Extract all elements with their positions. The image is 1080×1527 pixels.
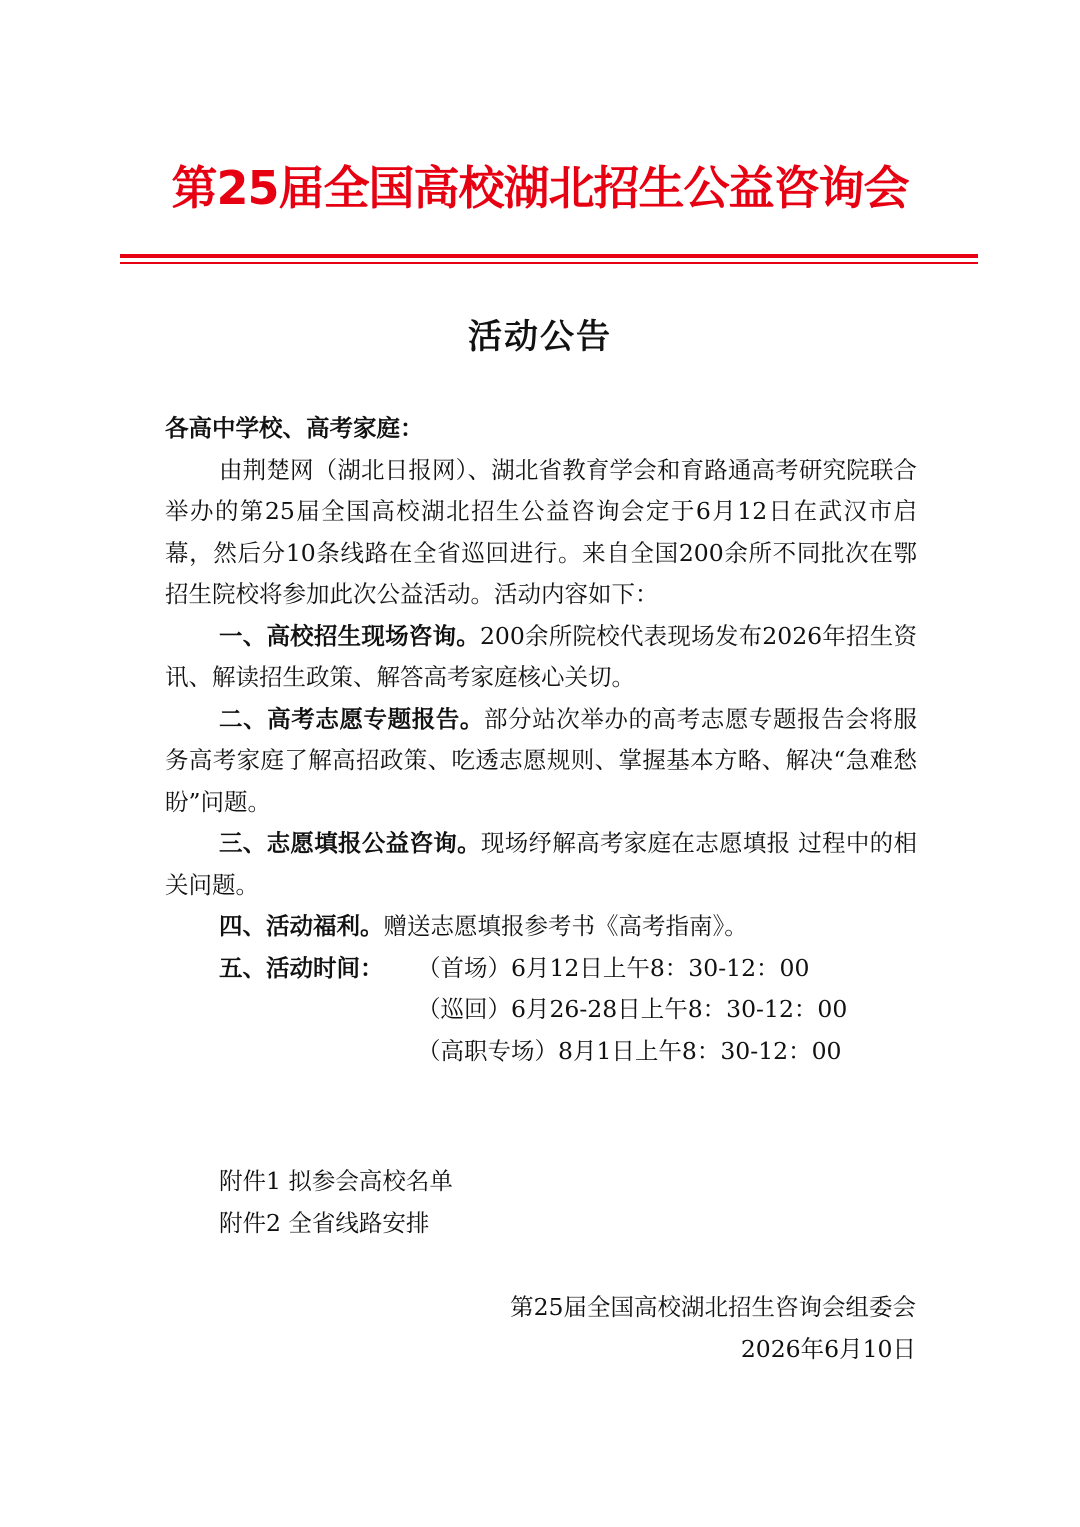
addressee: 各高中学校、高考家庭： — [165, 414, 424, 442]
signature-org: 第25届全国高校湖北招生咨询会组委会 — [510, 1293, 916, 1321]
item-heading: 二、高考志愿专题报告。 — [219, 704, 484, 733]
schedule-row — [165, 1031, 917, 1073]
document-title: 活动公告 — [468, 317, 612, 357]
item-heading: 三、志愿填报公益咨询。 — [219, 829, 481, 857]
item-heading: 一、高校招生现场咨询。 — [219, 621, 480, 650]
masthead-rule-thick — [120, 254, 978, 258]
item-paragraph — [165, 699, 917, 824]
item-paragraph — [165, 823, 917, 906]
masthead-title: 第25届全国高校湖北招生公益咨询会 — [171, 161, 909, 215]
attachment-item: 附件2 全省线路安排 — [219, 1209, 430, 1237]
schedule-label: 五、活动时间： — [219, 953, 384, 982]
document-body — [165, 408, 917, 1072]
signature-date: 2026年6月10日 — [740, 1335, 916, 1363]
attachment-item: 附件1 拟参会高校名单 — [219, 1167, 453, 1195]
item-text: 现场纾解高考家庭在志愿填报 过程中的相关问题。 — [165, 829, 917, 899]
schedule-time: （高职专场）8月1日上午8：30-12：00 — [417, 1036, 842, 1065]
masthead-rule-thin — [120, 262, 978, 264]
item-paragraph — [165, 616, 917, 699]
schedule-time: （首场）6月12日上午8：30-12：00 — [417, 953, 810, 982]
schedule-row — [165, 948, 917, 990]
item-text: 部分站次举办的高考志愿专题报告会将服务高考家庭了解高招政策、吃透志愿规则、掌握基本方略、解决“急难愁盼”问题。 — [165, 704, 918, 816]
signature-block — [510, 1286, 916, 1370]
schedule-time: （巡回）6月26-28日上午8：30-12：00 — [417, 995, 848, 1023]
item-paragraph — [165, 906, 917, 948]
schedule-row — [165, 989, 917, 1031]
schedule — [165, 948, 917, 1073]
item-text: 赠送志愿填报参考书《高考指南》。 — [383, 912, 748, 940]
item-heading: 四、活动福利。 — [219, 912, 384, 940]
attachments — [219, 1160, 453, 1244]
item-text: 200余所院校代表现场发布2026年招生资讯、解读招生政策、解答高考家庭核心关切。 — [165, 621, 917, 691]
intro-paragraph: 由荆楚网（湖北日报网）、湖北省教育学会和育路通高考研究院联合举办的第25届全国高校湖北招生公益咨询会定于6月12日在武汉市启幕，然后分10条线路在全省巡回进行。来自全国200余所不同批次在鄂招生院校将参加此次公益活动。活动内容如下： — [165, 455, 917, 608]
